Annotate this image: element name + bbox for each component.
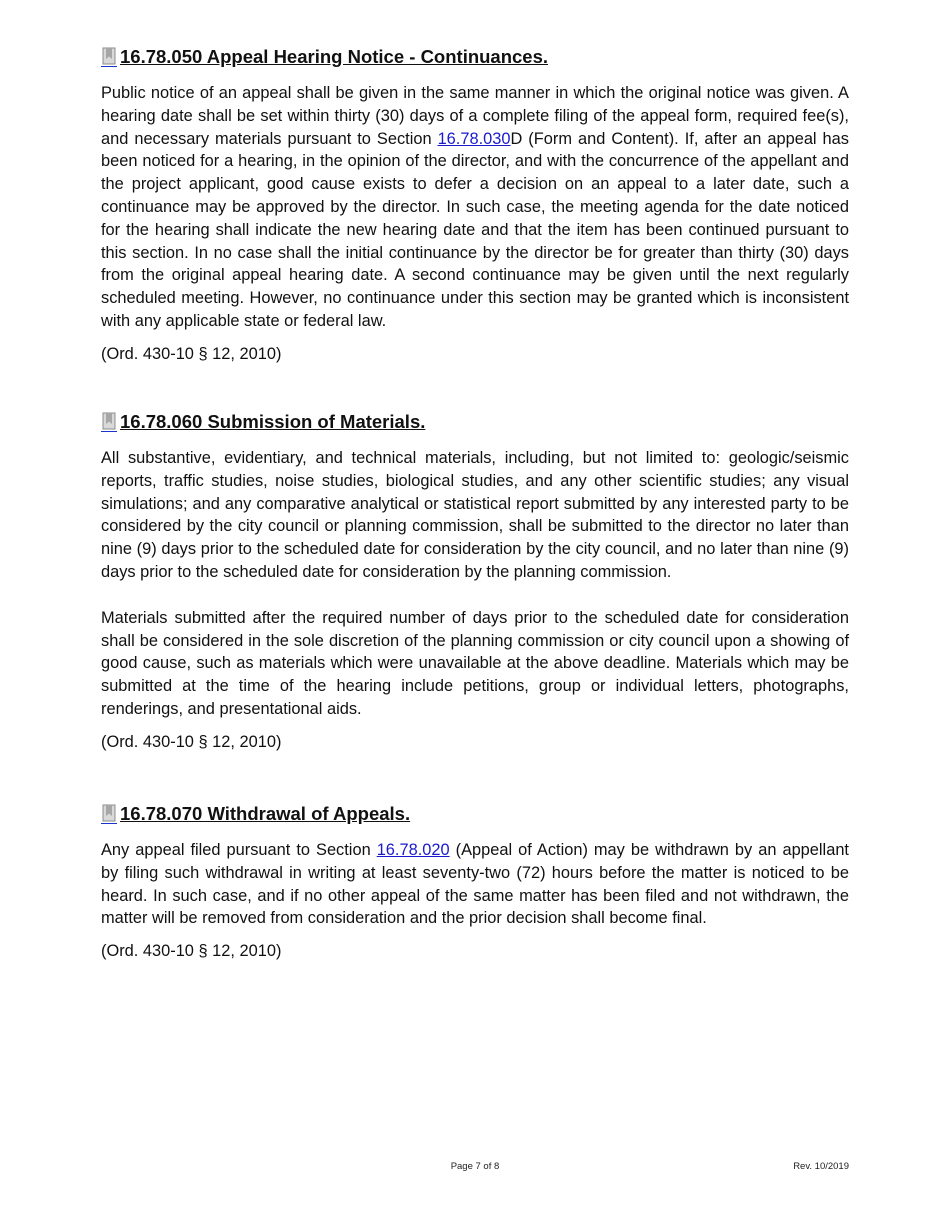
section-16-78-060: [101, 411, 849, 803]
section-link-16-78-020[interactable]: 16.78.020: [376, 841, 450, 859]
section-16-78-050: [101, 46, 849, 411]
ordinance-citation: (Ord. 430-10 § 12, 2010): [101, 942, 282, 961]
ordinance-citation: (Ord. 430-10 § 12, 2010): [101, 732, 282, 751]
section-title: 16.78.060 Submission of Materials.: [120, 411, 426, 432]
page-number: Page 7 of 8: [450, 1161, 500, 1172]
document-page: [101, 46, 849, 963]
section-title: 16.78.050 Appeal Hearing Notice - Continuances.: [120, 46, 549, 67]
section-paragraph: Any appeal filed pursuant to Section 16.78.020 (Appeal of Action) may be withdrawn by an appellant by filing such withdrawal in writing at least seventy-two (72) hours before the matter is noticed to be heard. In such case, and if no other appeal of the same matter has been filed and not withdrawn, the matter will be removed from consideration and the prior decision shall become final.: [101, 841, 849, 928]
section-16-78-070: [101, 803, 849, 963]
revision-date: Rev. 10/2019: [793, 1161, 849, 1172]
section-paragraph: Public notice of an appeal shall be given in the same manner in which the original notice was given. A hearing date shall be set within thirty (30) days of a complete filing of the appeal form, required fee(s), and necessary materials pursuant to Section 16.78.030D (Form and Content). If, after an appeal has been noticed for a hearing, in the opinion of the director, and with the concurrence of the appellant and the project applicant, good cause exists to defer a decision on an appeal to a later date, such a continuance may be approved by the director. In such case, the meeting agenda for the date noticed for the hearing shall indicate the new hearing date and that the item has been continued pursuant to this section. In no case shall the initial continuance by the director be for greater than thirty (30) days from the original appeal hearing date. A second continuance may be given until the next regularly scheduled meeting. However, no continuance under this section may be granted which is inconsistent with any applicable state or federal law.: [101, 84, 849, 330]
bookmark-icon[interactable]: [101, 804, 117, 824]
section-paragraph: Materials submitted after the required number of days prior to the scheduled date for consideration shall be considered in the sole discretion of the planning commission or city council upon a showing of good cause, such as materials which were unavailable at the above deadline. Materials which may be submitted at the time of the hearing include petitions, group or individual letters, photographs, renderings, and presentational aids.: [101, 608, 849, 718]
section-paragraph: All substantive, evidentiary, and technical materials, including, but not limited to: geologic/seismic reports, traffic studies, noise studies, biological studies, and any other scientific studies; any visual simulations; and any comparative analytical or statistical report submitted by any interested party to be considered by the city council or planning commission, shall be submitted to the director no later than nine (9) days prior to the scheduled date for consideration by the city council, and no later than nine (9) days prior to the scheduled date for consideration by the planning commission.: [101, 449, 849, 581]
ordinance-citation: (Ord. 430-10 § 12, 2010): [101, 344, 282, 363]
bookmark-icon[interactable]: [101, 412, 117, 432]
section-title: 16.78.070 Withdrawal of Appeals.: [120, 803, 411, 824]
section-link-16-78-030[interactable]: 16.78.030: [437, 129, 511, 148]
section-heading: [101, 803, 849, 825]
section-heading: [101, 411, 849, 433]
section-heading: [101, 46, 849, 68]
bookmark-icon[interactable]: [101, 47, 117, 67]
